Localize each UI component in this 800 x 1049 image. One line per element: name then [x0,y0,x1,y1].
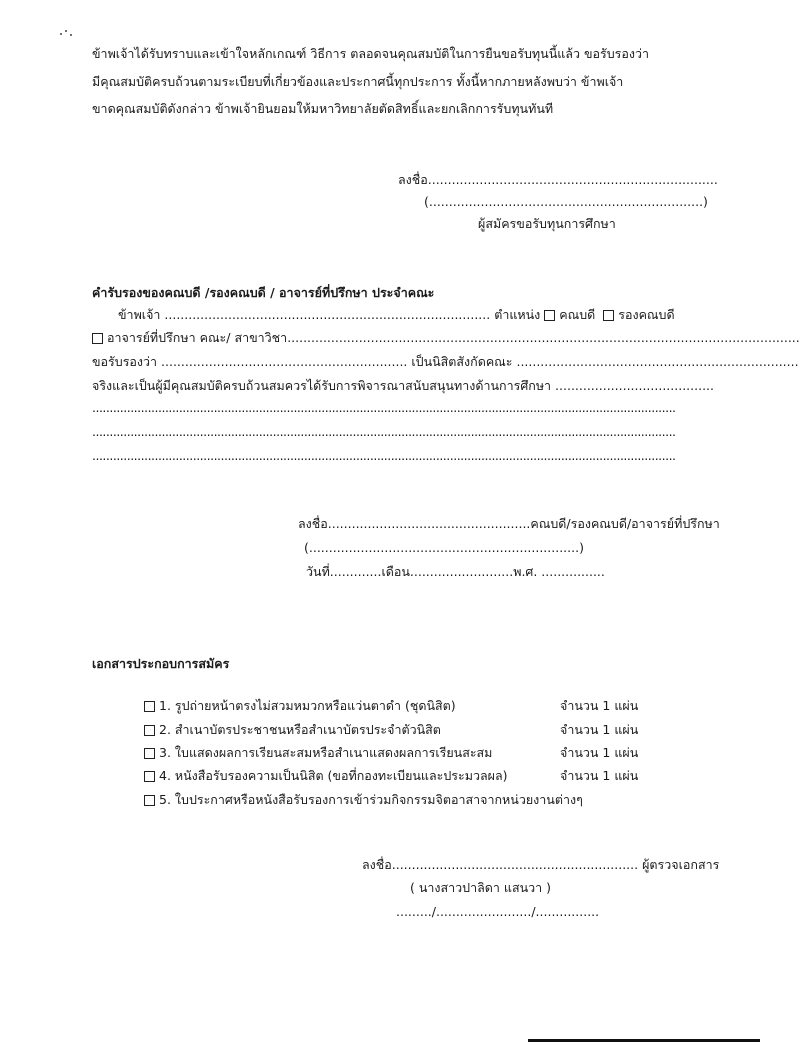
applicant-role: ผู้สมัครขอรับทุนการศึกษา [478,216,616,231]
document-item-3 [144,745,492,761]
advisor-date-line[interactable]: วันที่.............เดือน..........................พ.ศ. ................ [306,564,605,579]
applicant-sign-line[interactable]: ลงชื่อ......................................................................... [398,172,718,187]
advisor-name-line[interactable]: (....................................................................) [304,540,584,555]
documents-heading: เอกสารประกอบการสมัคร [92,656,230,671]
document-checkbox-4[interactable] [144,771,155,782]
document-qty-1: จำนวน 1 แผ่น [560,698,639,713]
scan-mark [58,28,74,38]
document-qty-2: จำนวน 1 แผ่น [560,722,639,737]
blank-line-3[interactable]: ........................................................................................................................................................................ [92,448,676,463]
dean-checkbox[interactable] [544,310,555,321]
certification-row-1 [118,307,675,323]
advisor-faculty-field[interactable]: อาจารย์ที่ปรึกษา คณะ/ สาขาวิชา................................................................................................................................. [107,330,800,345]
document-label-1: 1. รูปถ่ายหน้าตรงไม่สวมหมวกหรือแว่นตาดำ (ชุดนิสิต) [159,698,456,713]
certification-row-2 [92,330,800,346]
checker-sign-field[interactable]: ลงชื่อ.............................................................. [362,857,639,872]
certification-row-3[interactable]: ขอรับรองว่า .............................................................. เป็นนิสิตสังกัดคณะ ....................................................................... [92,354,799,369]
declaration-line-2: มีคุณสมบัติครบถ้วนตามระเบียบที่เกี่ยวข้องและประกาศนี้ทุกประการ ทั้งนี้หากภายหลังพบว่า ข้าพเจ้า [92,74,624,89]
certification-row-4[interactable]: จริงและเป็นผู้มีคุณสมบัติครบถ้วนสมควรได้รับการพิจารณาสนับสนุนทางด้านการศึกษา ........................................ [92,378,714,393]
declaration-line-1: ข้าพเจ้าได้รับทราบและเข้าใจหลักเกณฑ์ วิธีการ ตลอดจนคุณสมบัติในการยืนขอรับทุนนี้แล้ว ขอรับรองว่า [92,46,650,61]
certifier-name-field[interactable]: ข้าพเจ้า .................................................................................. [118,307,491,322]
document-label-3: 3. ใบแสดงผลการเรียนสะสมหรือสำเนาแสดงผลการเรียนสะสม [159,745,493,760]
declaration-line-3: ขาดคุณสมบัติดังกล่าว ข้าพเจ้ายินยอมให้มหาวิทยาลัยตัดสิทธิ์และยกเลิกการรับทุนทันที [92,101,554,116]
checker-name: ( นางสาวปาลิดา แสนวา ) [410,880,552,895]
applicant-name-line[interactable]: (.....................................................................) [424,194,708,209]
advisor-sign-line[interactable]: ลงชื่อ...................................................คณบดี/รองคณบดี/อาจารย์ที่ปรึกษา [298,516,720,531]
document-qty-3: จำนวน 1 แผ่น [560,745,639,760]
certification-heading: คำรับรองของคณบดี /รองคณบดี / อาจารย์ที่ปรึกษา ประจำคณะ [92,285,435,300]
checker-date-line[interactable]: ........./......................../................ [396,904,600,919]
document-item-2 [144,722,441,738]
checker-sign-line[interactable] [362,857,719,873]
checker-role: ผู้ตรวจเอกสาร [642,857,720,872]
dean-label: คณบดี [559,307,596,322]
document-item-4 [144,768,508,784]
document-checkbox-1[interactable] [144,701,155,712]
position-label: ตำแหน่ง [494,307,541,322]
document-qty-4: จำนวน 1 แผ่น [560,768,639,783]
document-label-4: 4. หนังสือรับรองความเป็นนิสิต (ขอที่กองทะเบียนและประมวลผล) [159,768,508,783]
document-item-5 [144,792,583,808]
document-item-1 [144,698,456,714]
blank-line-2[interactable]: ........................................................................................................................................................................ [92,424,676,439]
document-checkbox-3[interactable] [144,748,155,759]
document-checkbox-2[interactable] [144,725,155,736]
advisor-checkbox[interactable] [92,333,103,344]
document-label-2: 2. สำเนาบัตรประชาชนหรือสำเนาบัตรประจำตัวนิสิต [159,722,441,737]
document-label-5: 5. ใบประกาศหรือหนังสือรับรองการเข้าร่วมกิจกรรมจิตอาสาจากหน่วยงานต่างๆ [159,792,583,807]
vice-dean-label: รองคณบดี [618,307,675,322]
bottom-edge-line [528,1039,760,1042]
document-checkbox-5[interactable] [144,795,155,806]
blank-line-1[interactable]: ........................................................................................................................................................................ [92,400,676,415]
vice-dean-checkbox[interactable] [603,310,614,321]
